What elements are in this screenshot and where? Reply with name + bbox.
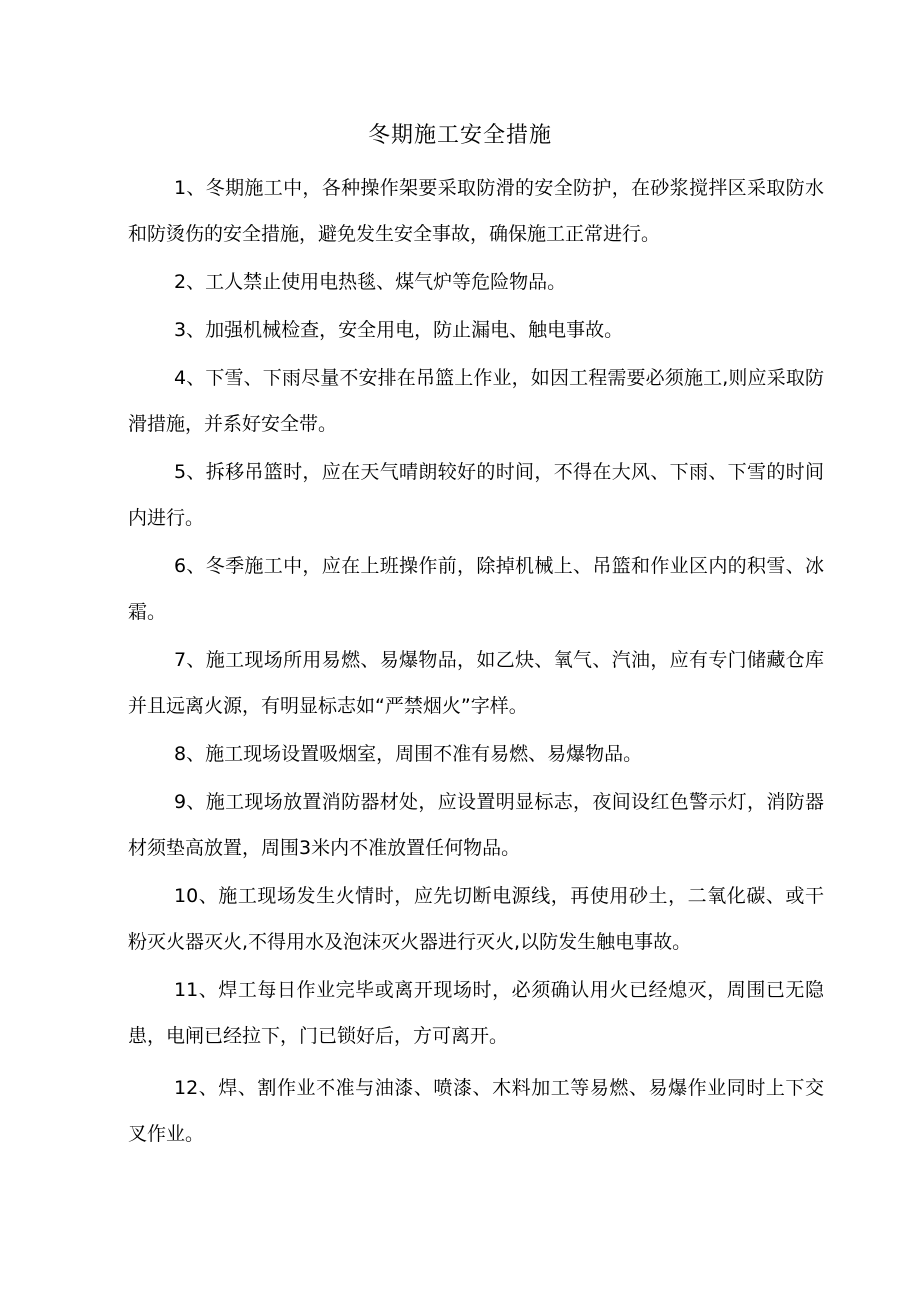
measure-item-12: 12、焊、割作业不准与油漆、喷漆、木料加工等易燃、易爆作业同时上下交叉作业。: [128, 1077, 824, 1145]
measure-item-9: 9、施工现场放置消防器材处，应设置明显标志，夜间设红色警示灯，消防器材须垫高放置，周围3米内不准放置任何物品。: [128, 791, 824, 859]
measure-item-2: 2、工人禁止使用电热毯、煤气炉等危险物品。: [174, 271, 567, 293]
measure-item-7: 7、施工现场所用易燃、易爆物品，如乙炔、氧气、汽油，应有专门储藏仓库并且远离火源，有明显标志如“严禁烟火”字样。: [128, 649, 824, 717]
measure-item-1: 1、冬期施工中，各种操作架要采取防滑的安全防护，在砂浆搅拌区采取防水和防烫伤的安全措施，避免发生安全事故，确保施工正常进行。: [128, 177, 824, 245]
measures-list: [128, 165, 824, 1159]
measure-item-6: 6、冬季施工中，应在上班操作前，除掉机械上、吊篮和作业区内的积雪、冰霜。: [128, 555, 824, 623]
measure-item-5: 5、拆移吊篮时，应在天气晴朗较好的时间，不得在大风、下雨、下雪的时间内进行。: [128, 461, 824, 529]
document-title: 冬期施工安全措施: [367, 123, 552, 148]
measure-item-11: 11、焊工每日作业完毕或离开现场时，必须确认用火已经熄灭，周围已无隐患，电闸已经拉下，门已锁好后，方可离开。: [128, 979, 824, 1047]
measure-item-8: 8、施工现场设置吸烟室，周围不准有易燃、易爆物品。: [174, 743, 643, 765]
measure-item-3: 3、加强机械检查，安全用电，防止漏电、触电事故。: [174, 319, 624, 341]
measure-item-10: 10、施工现场发生火情时，应先切断电源线，再使用砂土，二氧化碳、或干粉灭火器灭火,不得用水及泡沫灭火器进行灭火,以防发生触电事故。: [128, 885, 824, 953]
measure-item-4: 4、下雪、下雨尽量不安排在吊篮上作业，如因工程需要必须施工,则应采取防滑措施，并系好安全带。: [128, 367, 824, 435]
